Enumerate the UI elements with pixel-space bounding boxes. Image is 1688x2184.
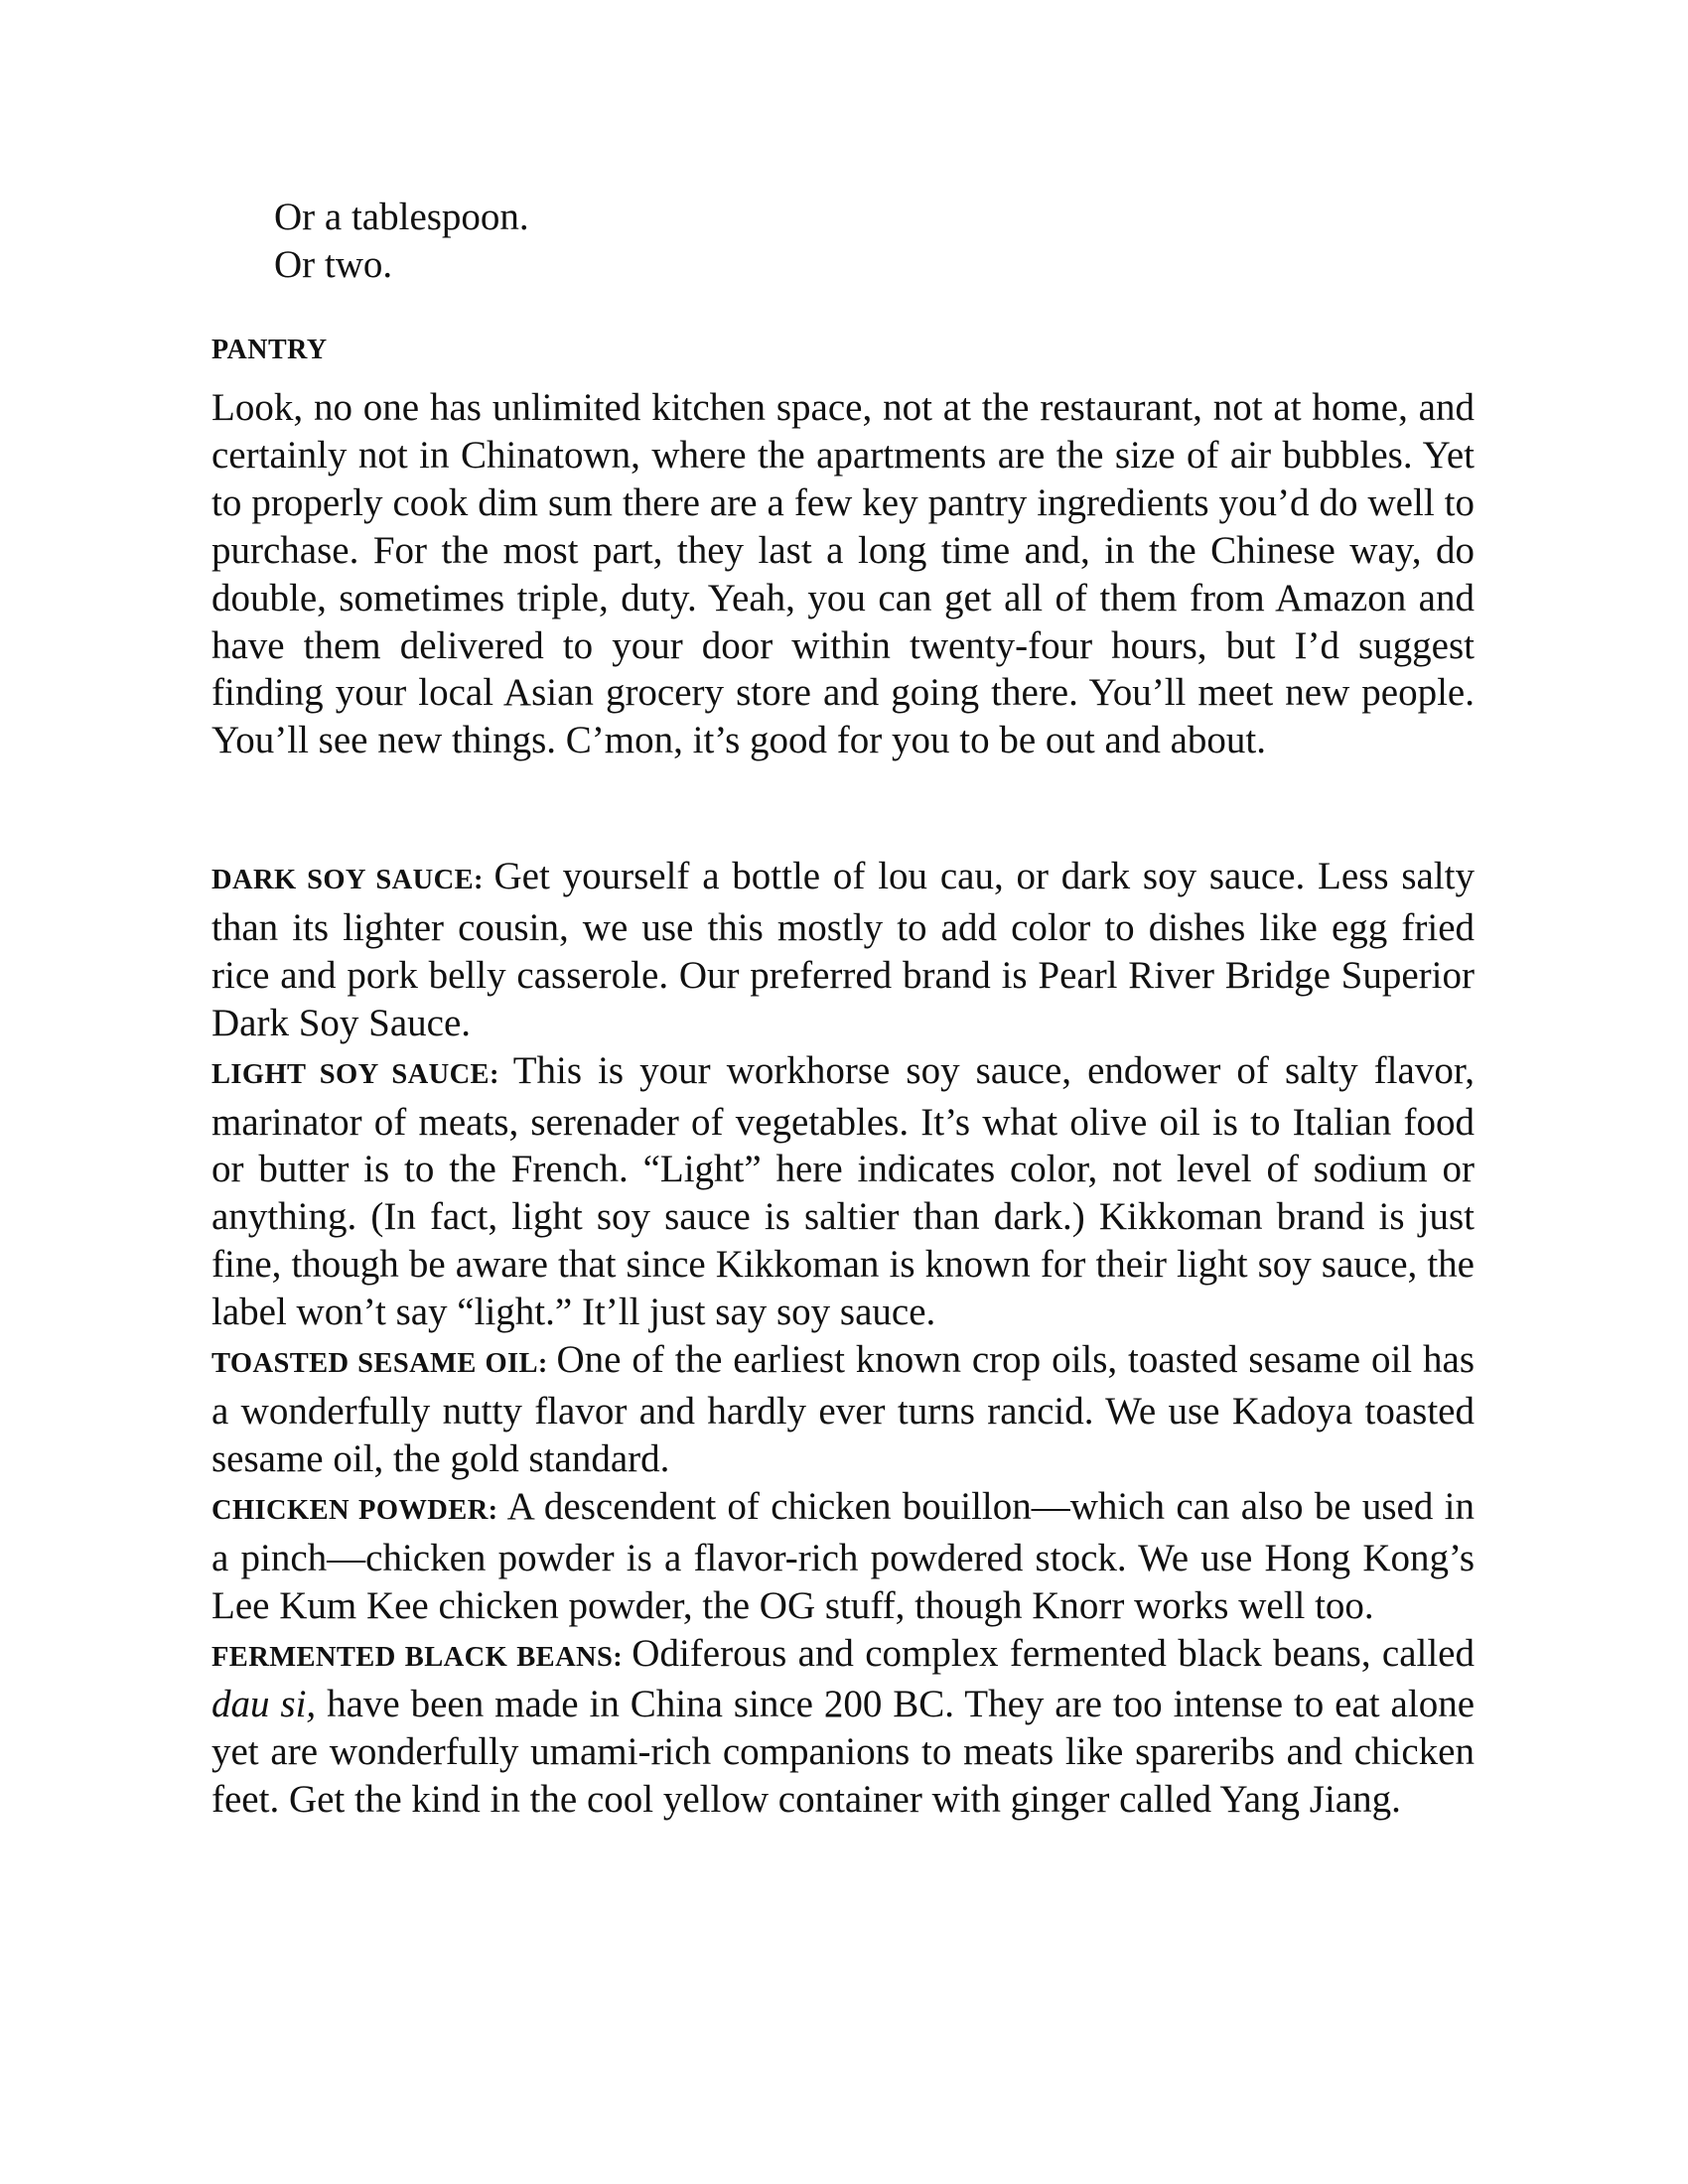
entry-description: One of the earliest known crop oils, toasted sesame oil has a wonderfully nutty flavor and hardly ever turns rancid. We use Kadoya toasted sesame oil, the gold standard. (211, 1338, 1476, 1480)
pantry-entry (211, 853, 1475, 1047)
pantry-entry (211, 1336, 1475, 1483)
entry-description-start: Odiferous and complex fermented black beans, called (632, 1631, 1475, 1675)
intro-paragraph: Look, no one has unlimited kitchen space, not at the restaurant, not at home, and certainly not in Chinatown, where the apartments are the size of air bubbles. Yet to properly cook dim sum there are a few key pantry ingredients you’d do well to purchase. For the most part, they last a long time and, in the Chinese way, do double, sometimes triple, duty. Yeah, you can get all of them from Amazon and have them delivered to your door within twenty-four hours, but I’d suggest finding your local Asian grocery store and going there. You’ll meet new people. You’ll see new things. C’mon, it’s good for you to be out and about. (211, 386, 1475, 762)
pantry-entry (211, 1047, 1475, 1336)
entry-term: DARK SOY SAUCE: (211, 865, 484, 895)
verse-line: Or two. (274, 243, 393, 286)
entry-description: Get yourself a bottle of lou cau, or dark soy sauce. Less salty than its lighter cousin, we use this mostly to add color to dishes like egg fried rice and pork belly casserole. Our preferred brand is Pearl River Bridge Superior Dark Soy Sauce. (211, 855, 1475, 1044)
pantry-entry (211, 1630, 1475, 1825)
entry-description: This is your workhorse soy sauce, endower of salty flavor, marinator of meats, serenader of vegetables. It’s what olive oil is to Italian food or butter is to the French. “Light” here indicates color, not level of sodium or anything. (In fact, light soy sauce is saltier than dark.) Kikkoman brand is just fine, though be aware that since Kikkoman is known for their light soy sauce, the label won’t say “light.” It’ll just say soy sauce. (211, 1048, 1475, 1334)
verse-line: Or a tablespoon. (274, 196, 529, 238)
verse-lines (274, 194, 529, 289)
entry-description-end: have been made in China since 200 BC. They are too intense to eat alone yet are wonderfully umami-rich companions to meats like spareribs and chicken feet. Get the kind in the cool yellow container with ginger called Yang Jiang. (211, 1683, 1476, 1822)
entry-term: CHICKEN POWDER: (211, 1494, 498, 1526)
section-heading: PANTRY (211, 335, 328, 365)
entry-description: A descendent of chicken bouillon—which can also be used in a pinch—chicken powder is a flavor-rich powdered stock. We use Hong Kong’s Lee Kum Kee chicken powder, the OG stuff, though Knorr works well too. (211, 1484, 1475, 1627)
pantry-entry (211, 1483, 1475, 1630)
entry-term: TOASTED SESAME OIL: (211, 1348, 548, 1380)
pantry-list (211, 853, 1475, 1824)
entry-term: LIGHT SOY SAUCE: (211, 1058, 499, 1090)
entry-term: FERMENTED BLACK BEANS: (211, 1641, 624, 1673)
entry-italic-term: dau si, (211, 1683, 317, 1726)
